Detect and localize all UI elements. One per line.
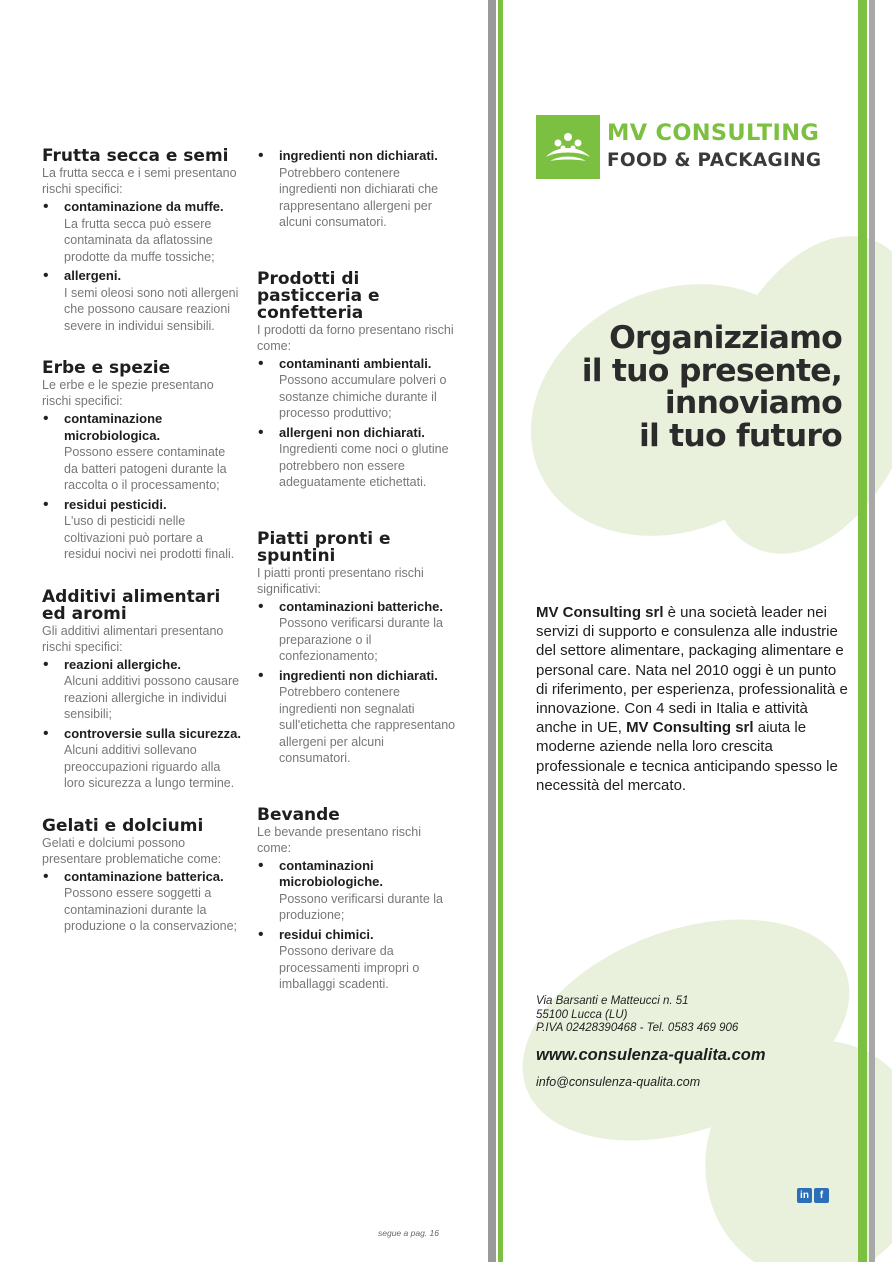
section-intro: Le erbe e le spezie presentano rischi specifici: (42, 378, 214, 408)
list-item (42, 268, 242, 334)
list-item (257, 599, 457, 665)
description-text: aiuta le moderne aziende nella loro crescita professionale e tecnica anticipando spesso le necessità del mercato. (536, 719, 838, 794)
slogan-line: innoviamo (664, 385, 842, 421)
article-section (257, 804, 457, 993)
risk-title: • allergeni. (64, 268, 122, 283)
risk-title: • controversie sulla sicurezza. (64, 725, 242, 741)
slogan-line: Organizziamo (609, 320, 842, 356)
risk-list (257, 356, 457, 491)
list-item (257, 858, 457, 924)
risk-title: • contaminanti ambientali. (279, 355, 432, 371)
section-intro: I prodotti da forno presentano rischi come: (257, 322, 454, 353)
list-item (42, 726, 242, 792)
risk-list (42, 199, 242, 334)
risk-description: Alcuni additivi sollevano preoccupazioni riguardo alla loro sicurezza a lungo termine. (64, 743, 235, 790)
article-section (42, 815, 242, 935)
risk-title: • allergeni non dichiarati. (279, 424, 425, 440)
risk-description: Possono verificarsi durante la preparazione o il confezionamento; (279, 616, 443, 663)
risk-description: Possono accumulare polveri o sostanze chimiche durante il processo produttivo; (279, 373, 447, 420)
address-street: Via Barsanti e Matteucci n. 51 (536, 995, 689, 1007)
risk-title: • residui chimici. (279, 926, 374, 942)
risk-description: I semi oleosi sono noti allergeni che possono causare reazioni severe in individui sensibili. (64, 285, 239, 333)
page-continuation-note: segue a pag. 16 (378, 1228, 439, 1238)
article-section (42, 360, 242, 563)
column-middle (257, 148, 457, 1033)
section-intro: Gli additivi alimentari presentano rischi specifici: (42, 623, 224, 654)
risk-list (257, 858, 457, 993)
website-link[interactable]: www.consulenza-qualita.com (536, 1046, 766, 1064)
section-intro: I piatti pronti presentano rischi significativi: (257, 565, 424, 596)
company-logo (536, 115, 600, 179)
section-intro: Gelati e dolciumi possono presentare problematiche come: (42, 835, 222, 866)
column-left (42, 148, 242, 961)
risk-list (257, 148, 457, 231)
section-heading: Additivi alimentari ed aromi (42, 586, 221, 624)
green-stripe-right (858, 0, 867, 1262)
list-item (257, 148, 457, 231)
article-section (257, 268, 457, 491)
risk-list (42, 869, 242, 935)
social-links (797, 1185, 831, 1203)
risk-description: La frutta secca può essere contaminata da aflatossine prodotte da muffe tossiche; (64, 216, 215, 264)
section-heading: Gelati e dolciumi (42, 815, 204, 836)
section-heading: Erbe e spezie (42, 358, 171, 378)
article-section (42, 586, 242, 792)
company-name: MV Consulting srl (626, 719, 754, 737)
article-section (257, 148, 457, 231)
email-link[interactable]: info@consulenza-qualita.com (536, 1075, 701, 1089)
slogan-line: il tuo presente, (581, 352, 842, 389)
linkedin-icon[interactable]: in (797, 1188, 812, 1203)
risk-description: Potrebbero contenere ingredienti non dichiarati che rappresentano allergeni per alcuni consumatori. (279, 165, 439, 229)
section-heading: Prodotti di pasticceria e confetteria (257, 268, 380, 323)
risk-title: • residui pesticidi. (64, 496, 167, 512)
risk-description: Potrebbero contenere ingredienti non segnalati sull'etichetta che rappresentano allergeni per alcuni consumatori. (279, 685, 456, 765)
risk-title: • contaminazioni batteriche. (279, 598, 443, 614)
risk-description: Possono essere soggetti a contaminazioni durante la produzione o la conservazione; (64, 886, 238, 933)
risk-list (42, 411, 242, 563)
risk-title: • reazioni allergiche. (64, 656, 182, 672)
risk-title: • contaminazione microbiologica. (64, 411, 163, 443)
green-stripe-left (498, 0, 503, 1262)
brand-tagline: FOOD & PACKAGING (607, 150, 822, 171)
section-intro: Le bevande presentano rischi come: (257, 824, 422, 855)
section-heading: Bevande (257, 804, 340, 825)
list-item (42, 869, 242, 935)
risk-title: • contaminazione batterica. (64, 868, 224, 884)
description-text: è una società leader nei servizi di supporto e consulenza alle industrie del settore alimentare, packaging alimentare e personal care. Nata nel 2010 oggi è un punto di riferimento, per esperienza, professionalità e innovazione. Con 4 sedi in Italia e attività anche in UE, (536, 604, 848, 737)
facebook-icon[interactable]: f (814, 1188, 829, 1203)
address-city: 55100 Lucca (LU) (536, 1008, 628, 1021)
risk-list (42, 657, 242, 792)
list-item (42, 657, 242, 723)
slogan-line: il tuo futuro (638, 417, 842, 454)
risk-title: • contaminazioni microbiologiche. (279, 857, 384, 889)
gray-stripe-left (488, 0, 496, 1262)
company-name: MV Consulting srl (536, 604, 664, 621)
list-item (42, 411, 242, 494)
list-item (257, 425, 457, 491)
risk-description: Possono verificarsi durante la produzione; (279, 891, 443, 922)
list-item (257, 356, 457, 422)
company-description (536, 603, 848, 795)
risk-list (257, 599, 457, 767)
list-item (42, 497, 242, 563)
vat-phone: P.IVA 02428390468 - Tel. 0583 469 906 (536, 1022, 739, 1034)
list-item (42, 199, 242, 265)
risk-title: • ingredienti non dichiarati. (279, 667, 438, 683)
risk-description: L'uso di pesticidi nelle coltivazioni può portare a residui nocivi nei prodotti finali. (64, 514, 235, 561)
risk-title: • ingredienti non dichiarati. (279, 148, 438, 163)
section-heading: Frutta secca e semi (42, 146, 229, 166)
risk-description: Possono derivare da processamenti impropri o imballaggi scadenti. (279, 944, 420, 991)
risk-description: Ingredienti come noci o glutine potrebbero non essere adeguatamente etichettati. (279, 442, 449, 489)
risk-description: Alcuni additivi possono causare reazioni allergiche in individui sensibili; (64, 674, 240, 721)
slogan (582, 322, 842, 452)
gray-stripe-right (869, 0, 875, 1262)
risk-title: • contaminazione da muffe. (64, 199, 224, 214)
section-intro: La frutta secca e i semi presentano rischi specifici: (42, 166, 237, 196)
article-section (42, 148, 242, 334)
article-section (257, 528, 457, 767)
brand-name: MV CONSULTING (607, 120, 820, 146)
logo-leaves-icon (536, 115, 600, 179)
section-heading: Piatti pronti e spuntini (257, 528, 391, 566)
address-block (536, 995, 738, 1036)
list-item (257, 668, 457, 767)
list-item (257, 927, 457, 993)
risk-description: Possono essere contaminate da batteri patogeni durante la raccolta o il processamento; (64, 445, 227, 492)
